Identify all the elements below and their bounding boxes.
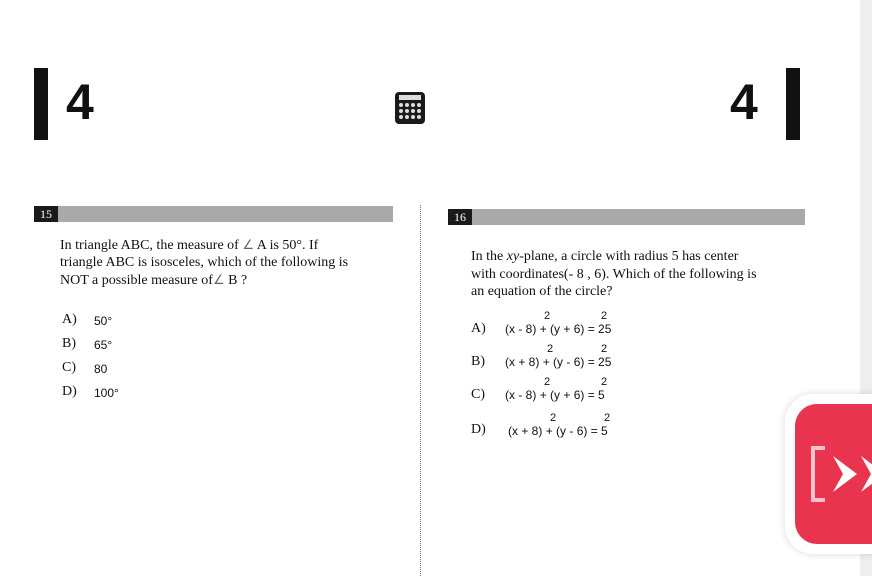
q15-stem-line3: NOT a possible measure of∠ B ?: [60, 273, 248, 288]
option-value: 65°: [94, 338, 113, 352]
q16-stem-line2: with coordinates(- 8 , 6). Which of the following is: [471, 267, 757, 282]
option-letter: B): [471, 354, 485, 369]
option-letter: C): [471, 387, 485, 402]
option-equation: 2 2 (x - 8) + (y + 6) = 5: [505, 376, 608, 402]
calculator-icon: [395, 92, 425, 124]
q16-number: 16: [448, 209, 472, 225]
q15-number: 15: [34, 206, 58, 222]
option-letter: D): [62, 384, 77, 399]
option-equation: 2 2 (x + 8) + (y - 6) = 5: [508, 412, 611, 438]
option-value: 100°: [94, 386, 119, 400]
option-letter: C): [62, 360, 76, 375]
q15-stem-line1: In triangle ABC, the measure of ∠ A is 50°. If: [60, 238, 319, 253]
angle-icon: ∠: [242, 238, 254, 253]
section-bar-left: [34, 68, 48, 140]
q15-stem-line2: triangle ABC is isosceles, which of the following is: [60, 255, 349, 270]
column-divider: [420, 205, 421, 576]
option-equation: 2 2 (x + 8) + (y - 6) = 25: [505, 343, 612, 369]
option-value: 80: [94, 362, 108, 376]
section-number-right: 4: [730, 74, 758, 130]
section-number-left: 4: [66, 74, 94, 130]
option-equation: 2 2 (x - 8) + (y + 6) = 25: [505, 310, 612, 336]
q16-stem-line3: an equation of the circle?: [471, 284, 613, 299]
q15-header-bar: [34, 206, 393, 222]
section-bar-right: [786, 68, 800, 140]
app-shortcut-icon[interactable]: [785, 394, 872, 554]
q16-stem-line1: In the xy-plane, a circle with radius 5 has center: [471, 249, 739, 264]
q16-header-bar: [448, 209, 805, 225]
angle-icon: ∠: [212, 273, 225, 288]
option-letter: D): [471, 422, 486, 437]
option-letter: A): [471, 321, 486, 336]
option-letter: A): [62, 312, 77, 327]
option-value: 50°: [94, 314, 113, 328]
option-letter: B): [62, 336, 76, 351]
